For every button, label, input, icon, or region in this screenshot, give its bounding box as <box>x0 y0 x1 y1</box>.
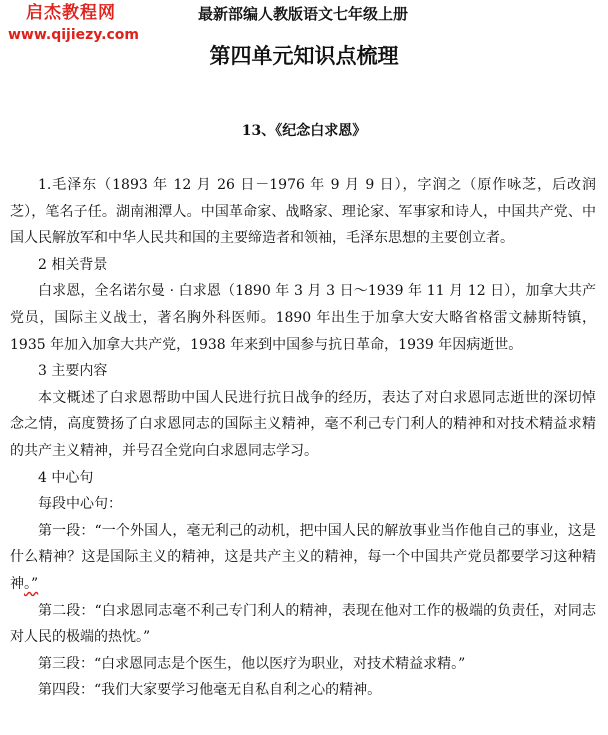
central-sentence-quote: “白求恩同志毫不利己专门利人的精神，表现在他对工作的极端的负责任，对同志对人民的极端的热忱。” <box>10 602 597 646</box>
central-sentence-paragraph-3 <box>10 651 596 678</box>
paragraph-label: 第三段： <box>38 655 94 672</box>
lesson-title: 13、《纪念白求恩》 <box>241 123 367 139</box>
document-header-title: 最新部编人教版语文七年级上册 <box>198 5 409 23</box>
central-sentence-quote: “我们大家要学习他毫无自私自利之心的精神。 <box>94 682 382 699</box>
paragraph-label: 第四段： <box>38 682 94 699</box>
watermark <box>8 2 158 44</box>
central-sentence-paragraph-1 <box>10 518 596 598</box>
watermark-url: www.qijiezy.com <box>8 27 139 43</box>
central-sentence-quote-end: 。” <box>24 575 39 592</box>
document-body <box>10 172 596 704</box>
central-sentences-heading: 4 中心句 <box>38 469 94 486</box>
background-paragraph: 白求恩，全名诺尔曼 · 白求恩（1890 年 3 月 3 日～1939 年 11 月 12 日），加拿大共产党员，国际主义战士，著名胸外科医师。1890 年出生于加拿大安大略省格雷文赫斯特镇，1935 年加入加拿大共产党，1938 年来到中国参与抗日革命，1939 年因病逝世。 <box>10 283 596 353</box>
watermark-site-name: 启杰教程网 <box>26 3 116 23</box>
central-sentence-quote: “一个外国人，毫无利己的动机，把中国人民的解放事业当作他自己的事业，这是什么精神？这是国际主义的精神，这是共产主义的精神，每一个中国共产党员都要学习这种精神 <box>10 522 597 592</box>
central-sentence-paragraph-4 <box>10 677 596 704</box>
unit-title: 第四单元知识点梳理 <box>209 43 399 68</box>
central-sentences-intro: 每段中心句： <box>38 496 122 513</box>
central-sentence-quote: “白求恩同志是个医生，他以医疗为职业，对技术精益求精。” <box>94 655 466 672</box>
central-sentence-paragraph-2 <box>10 598 596 651</box>
main-content-heading: 3 主要内容 <box>38 363 108 380</box>
main-content-paragraph: 本文概述了白求恩帮助中国人民进行抗日战争的经历，表达了对白求恩同志逝世的深切悼念之情，高度赞扬了白求恩同志的国际主义精神，毫不利己专门利人的精神和对技术精益求精的共产主义精神，并号召全党向白求恩同志学习。 <box>10 389 596 459</box>
paragraph-label: 第二段： <box>38 602 95 619</box>
author-paragraph: 1.毛泽东（1893 年 12 月 26 日－1976 年 9 月 9 日），字润之（原作咏芝，后改润芝），笔名子任。湖南湘潭人。中国革命家、战略家、理论家、军事家和诗人，中国共产党、中国人民解放军和中华人民共和国的主要缔造者和领袖，毛泽东思想的主要创立者。 <box>10 177 596 247</box>
background-heading: 2 相关背景 <box>38 256 108 273</box>
paragraph-label: 第一段： <box>38 522 95 539</box>
